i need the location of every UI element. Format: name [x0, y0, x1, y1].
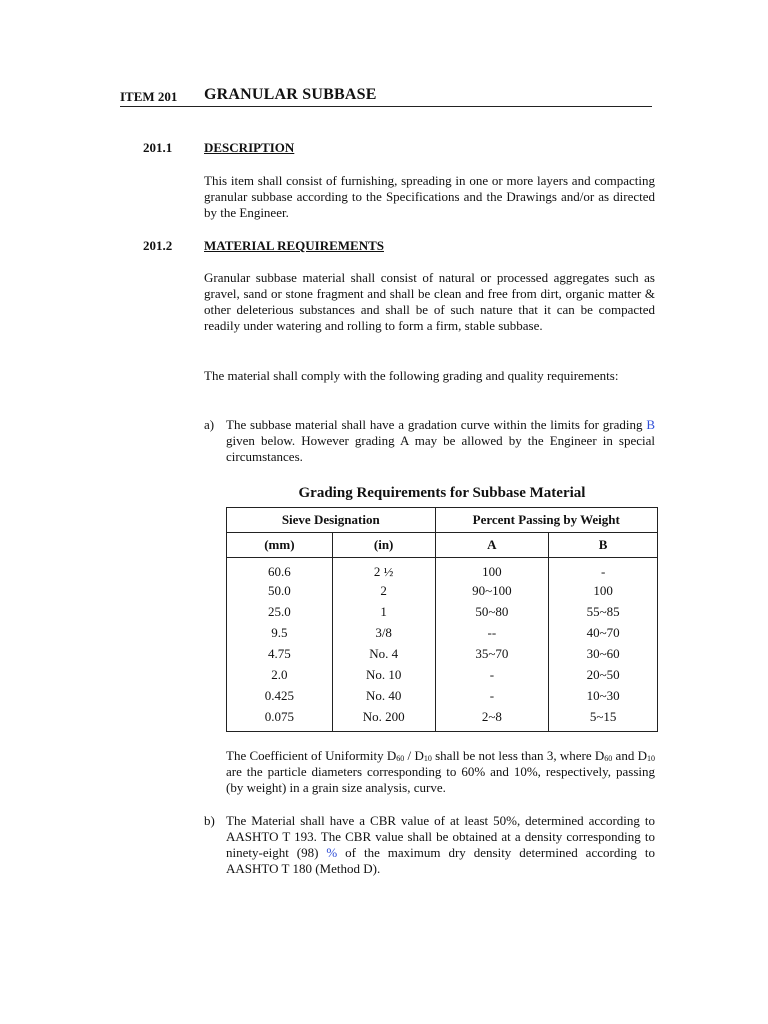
table-row: 9.5 3/8 -- 40~70: [227, 622, 658, 643]
section-title-material: MATERIAL REQUIREMENTS: [204, 238, 384, 253]
comply-paragraph: The material shall comply with the following grading and quality requirements:: [204, 368, 619, 383]
header-in: (in): [332, 533, 435, 558]
grading-b-highlight: B: [646, 417, 655, 432]
table-row: 60.6 2 ½ 100 -: [227, 558, 658, 581]
header-grading-b: B: [549, 533, 658, 558]
list-item-b: The Material shall have a CBR value of at least 50%, determined according to AASHTO T 193. The CBR value shall be obtained at a density corresponding to ninety-eight (98) % of the maximum dry density determined according to AASHTO T 180 (Method D).: [226, 813, 655, 876]
list-marker-b: b): [204, 813, 215, 828]
grading-table: [226, 507, 658, 732]
header-mm: (mm): [227, 533, 333, 558]
item-title: GRANULAR SUBBASE: [204, 86, 377, 103]
table-row: 0.425 No. 40 - 10~30: [227, 685, 658, 706]
material-paragraph: Granular subbase material shall consist of natural or processed aggregates such as gravel, sand or stone fragment and shall be clean and free from dirt, organic matter & other deleterious substances and shall be of such nature that it can be compacted readily under watering and rolling to form a firm, stable subbase.: [204, 270, 655, 333]
percent-highlight: %: [326, 845, 338, 860]
section-title-description: DESCRIPTION: [204, 140, 295, 155]
coefficient-paragraph: The Coefficient of Uniformity $D_{60} / D_{10}$ shall be not less than 3, where $D_{60}$ and $D_{10}$ are the particle diameters corresponding to 60% and 10%, respectively, passing (by weight) in a grain size analysis, curve.: [226, 748, 655, 795]
table-row: 2.0 No. 10 - 20~50: [227, 664, 658, 685]
table-row: 50.0 2 90~100 100: [227, 580, 658, 601]
list-item-a: The subbase material shall have a gradation curve within the limits for grading B given below. However grading A may be allowed by the Engineer in special circumstances.: [226, 417, 655, 464]
table-row: 25.0 1 50~80 55~85: [227, 601, 658, 622]
table-row: 4.75 No. 4 35~70 30~60: [227, 643, 658, 664]
table-row: 0.075 No. 200 2~8 5~15: [227, 706, 658, 732]
section-number-material: 201.2: [143, 238, 173, 253]
item-number: ITEM 201: [120, 89, 178, 104]
header-rule: [120, 106, 652, 107]
section-number-description: 201.1: [143, 140, 173, 155]
description-paragraph: This item shall consist of furnishing, spreading in one or more layers and compacting granular subbase according to the Specifications and the Drawings and/or as directed by the Engineer.: [204, 173, 655, 220]
list-marker-a: a): [204, 417, 215, 432]
header-sieve-designation: Sieve Designation: [227, 508, 436, 533]
table-caption: Grading Requirements for Subbase Material: [298, 485, 586, 501]
header-percent-passing: Percent Passing by Weight: [435, 508, 658, 533]
header-grading-a: A: [435, 533, 549, 558]
